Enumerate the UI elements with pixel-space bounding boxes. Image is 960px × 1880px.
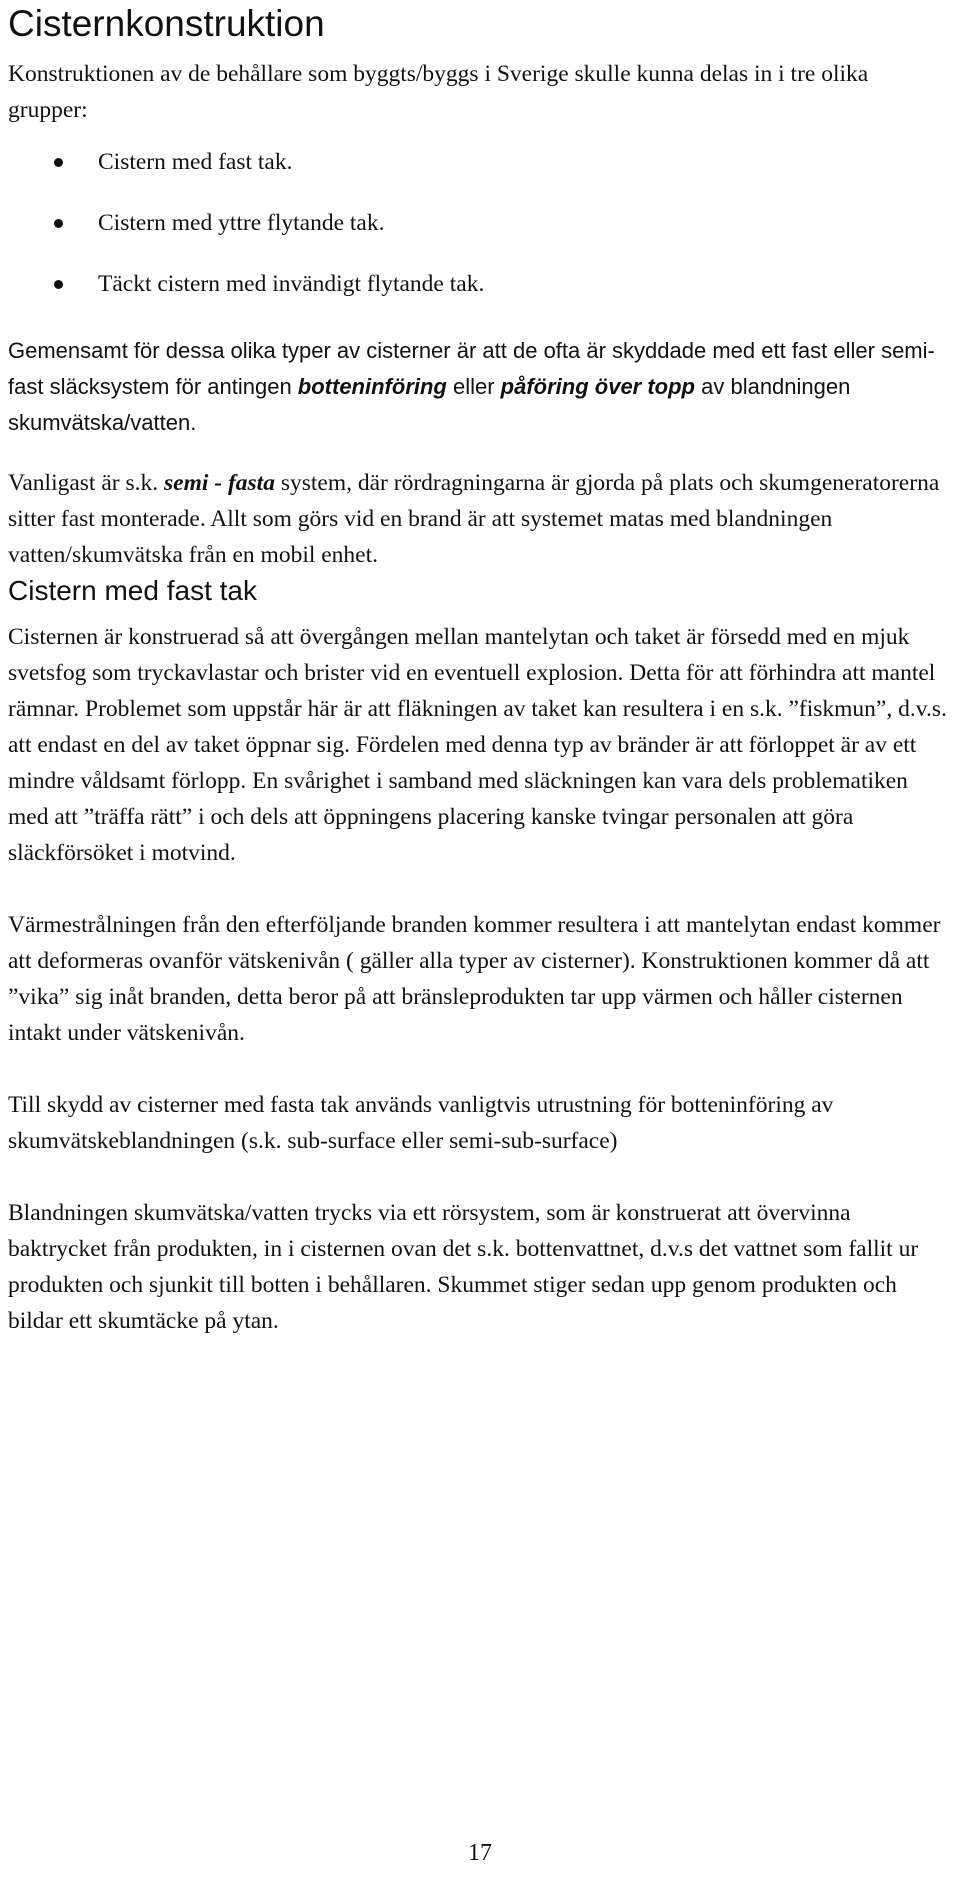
list-item-text: Cistern med fast tak. — [98, 149, 293, 175]
botteninforing-emphasis: botteninföring — [297, 374, 447, 399]
page-number: 17 — [468, 1840, 492, 1866]
intro-paragraph: Konstruktionen av de behållare som byggts/byggs i Sverige skulle kunna delas in i tre olika grupper: — [8, 61, 869, 123]
semi-fasta-emphasis: semi - fasta — [164, 470, 275, 496]
vanligast-text-1: Vanligast är s.k. — [8, 470, 164, 496]
list-item-text: Täckt cistern med invändigt flytande tak. — [98, 271, 485, 297]
blandningen-paragraph: Blandningen skumvätska/vatten trycks via ett rörsystem, som är konstruerat att övervinna baktrycket från produkten, in i cisternen ovan det s.k. bottenvattnet, d.v.s det vattnet som fallit ur produkten och sjunkit till botten i behållaren. Skummet stiger sedan upp genom produkten och bildar ett skumtäcke på ytan. — [8, 1200, 919, 1334]
bullet-icon — [54, 219, 63, 228]
bullet-icon — [54, 280, 63, 289]
section-heading: Cistern med fast tak — [8, 575, 257, 606]
gemensamt-paragraph — [8, 333, 953, 441]
bullet-list — [8, 148, 953, 331]
list-item — [8, 270, 953, 331]
gemensamt-text-2: eller — [446, 374, 501, 399]
vanligast-text-2: system, där rördragningarna är gjorda på plats och skumgeneratorerna sitter fast monterade. Allt som görs vid en brand är att systemet matas med blandningen vatten/skumvätska från en mobil enhet. — [8, 470, 940, 568]
bullet-icon — [54, 158, 63, 167]
gemensamt-text-1: Gemensamt för dessa olika typer av cisterner är att de ofta är skyddade med ett fast eller semi-fast släcksystem för antingen — [8, 338, 935, 399]
varmestralning-paragraph: Värmestrålningen från den efterföljande branden kommer resultera i att mantelytan endast kommer att deformeras ovanför vätskenivån ( gäller alla typer av cisterner). Konstruktionen kommer då att ”vika” sig inåt branden, detta beror på att bränsleprodukten tar upp värmen och håller cisternen intakt under vätskenivån. — [8, 912, 941, 1046]
vanligast-paragraph — [8, 465, 953, 573]
list-item — [8, 209, 953, 270]
cisternen-paragraph: Cisternen är konstruerad så att övergången mellan mantelytan och taket är försedd med en mjuk svetsfog som tryckavlastar och brister vid en eventuell explosion. Detta för att förhindra att mantel rämnar. Problemet som uppstår här är att fläkningen av taket kan resultera i en s.k. ”fiskmun”, d.v.s. att endast en del av taket öppnar sig. Fördelen med denna typ av bränder är att förloppet är av ett mindre våldsamt förlopp. En svårighet i samband med släckningen kan vara dels problematiken med att ”träffa rätt” i och dels att öppningens placering kanske tvingar personalen att göra släckförsöket i motvind. — [8, 624, 947, 866]
document-page — [8, 0, 953, 1339]
list-item-text: Cistern med yttre flytande tak. — [98, 210, 385, 236]
list-item — [8, 148, 953, 209]
page-title: Cisternkonstruktion — [8, 3, 325, 44]
skydd-paragraph: Till skydd av cisterner med fasta tak används vanligtvis utrustning för botteninföring av skumvätskeblandningen (s.k. sub-surface eller semi-sub-surface) — [8, 1092, 834, 1154]
gemensamt-text-3: av blandningen skumvätska/vatten. — [8, 374, 851, 435]
paforing-emphasis: påföring över topp — [500, 374, 695, 399]
